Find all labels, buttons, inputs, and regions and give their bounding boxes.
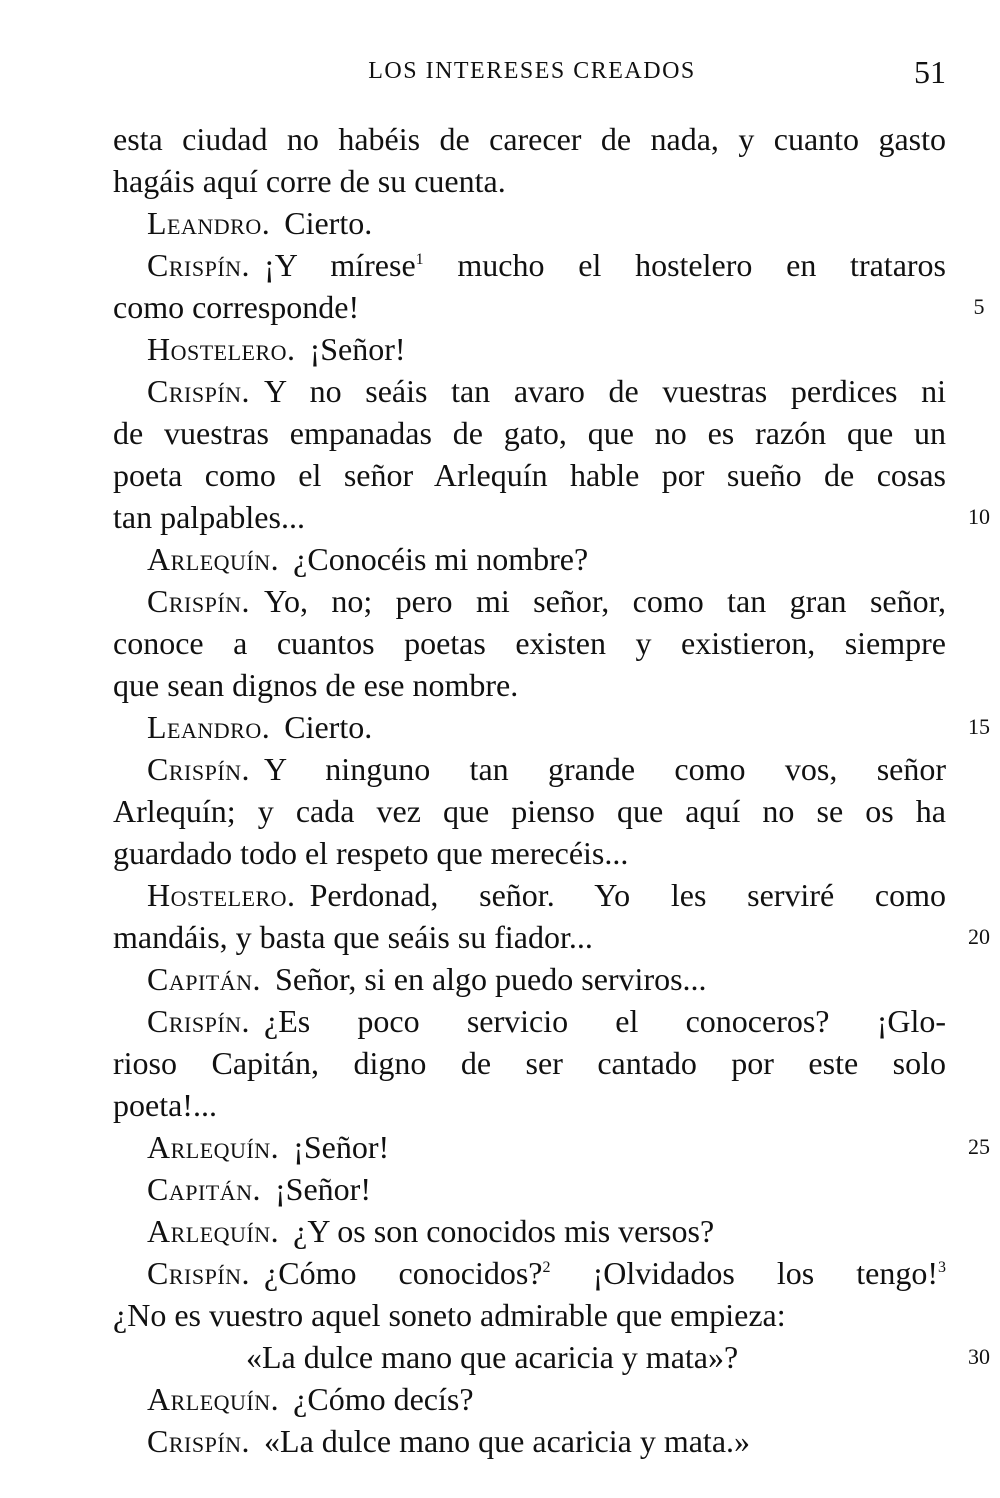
dialogue-line (113, 202, 946, 244)
text-line: poeta como el señor Arlequín hable por sueño de cosas (113, 457, 946, 493)
text-line (113, 286, 985, 328)
dialogue-line (113, 706, 990, 748)
text-line: ¿No es vuestro aquel soneto admirable que empieza: (113, 1297, 786, 1333)
line-number: 20 (968, 924, 990, 949)
speaker-name: Leandro. (147, 709, 271, 745)
text-span: como corresponde! (113, 289, 360, 325)
dialogue-line (113, 1126, 990, 1168)
dialogue-text: Yo, no; pero mi señor, como tan gran señor, (264, 583, 946, 619)
speaker-name: Arlequín. (147, 1129, 280, 1165)
verse-quote (113, 1336, 990, 1378)
line-number: 25 (968, 1134, 990, 1159)
dialogue-text: ¿Cómo decís? (293, 1381, 474, 1417)
dialogue-line (113, 748, 946, 790)
dialogue-text: Y ninguno tan grande como vos, señor (264, 751, 946, 787)
running-title: LOS INTERESES CREADOS (368, 58, 696, 84)
speaker-name: Leandro. (147, 205, 271, 241)
dialogue-line (113, 1210, 946, 1252)
line-number: 10 (968, 504, 990, 529)
speaker-name: Crispín. (147, 247, 251, 283)
speaker-name: Arlequín. (147, 1213, 280, 1249)
dialogue-line (113, 1252, 946, 1294)
footnote-ref: 1 (415, 251, 424, 268)
text-line: conoce a cuantos poetas existen y existieron, siempre (113, 625, 946, 661)
speaker-name: Hostelero. (147, 331, 296, 367)
speaker-name: Crispín. (147, 1255, 251, 1291)
dialogue-line (113, 1378, 946, 1420)
speaker-name: Arlequín. (147, 1381, 280, 1417)
dialogue-text: Cierto. (284, 709, 373, 745)
dialogue-text: Perdonad, señor. Yo les serviré como (309, 877, 946, 913)
dialogue-text: ¿Conocéis mi nombre? (293, 541, 589, 577)
dialogue-text: ¡Señor! (275, 1171, 371, 1207)
text-line: guardado todo el respeto que merecéis... (113, 835, 629, 871)
dialogue-line (113, 1168, 946, 1210)
dialogue-line (113, 538, 946, 580)
text-line: que sean dignos de ese nombre. (113, 667, 519, 703)
dialogue-line (113, 328, 946, 370)
line-number: 15 (968, 714, 990, 739)
speaker-name: Crispín. (147, 751, 251, 787)
text-span: tan palpables... (113, 499, 305, 535)
text-line: poeta!... (113, 1087, 217, 1123)
text-line: hagáis aquí corre de su cuenta. (113, 163, 506, 199)
speaker-name: Crispín. (147, 373, 251, 409)
dialogue-text: ¡Olvidados los tengo! (550, 1255, 939, 1291)
dialogue-text: ¡Señor! (309, 331, 406, 367)
dialogue-line (113, 370, 946, 412)
dialogue-line (113, 958, 946, 1000)
speaker-name: Capitán. (147, 961, 262, 997)
text-line (113, 496, 990, 538)
text-line: esta ciudad no habéis de carecer de nada, y cuanto gasto (113, 121, 946, 157)
line-number: 30 (968, 1344, 990, 1369)
speaker-name: Hostelero. (147, 877, 296, 913)
dialogue-line (113, 1420, 946, 1462)
dialogue-text: ¡Señor! (293, 1129, 390, 1165)
footnote-ref: 2 (542, 1259, 551, 1276)
footnote-ref: 3 (938, 1259, 947, 1276)
speaker-name: Arlequín. (147, 541, 280, 577)
text-span: mandáis, y basta que seáis su fiador... (113, 919, 593, 955)
dialogue-text: Cierto. (284, 205, 373, 241)
text-line (113, 916, 990, 958)
text-line: rioso Capitán, digno de ser cantado por este solo (113, 1045, 946, 1081)
dialogue-text: «La dulce mano que acaricia y mata.» (264, 1423, 751, 1459)
text-line: Arlequín; y cada vez que pienso que aquí no se os ha (113, 793, 946, 829)
dialogue-line (113, 244, 946, 286)
speaker-name: Crispín. (147, 1003, 251, 1039)
page-number: 51 (914, 54, 946, 90)
dialogue-text: Señor, si en algo puedo serviros... (275, 961, 707, 997)
dialogue-line (113, 874, 946, 916)
dialogue-text: ¿Es poco servicio el conoceros? ¡Glo- (264, 1003, 946, 1039)
text-line: de vuestras empanadas de gato, que no es razón que un (113, 415, 946, 451)
dialogue-text: ¿Y os son conocidos mis versos? (293, 1213, 715, 1249)
text-span: «La dulce mano que acaricia y mata»? (246, 1339, 739, 1375)
speaker-name: Capitán. (147, 1171, 262, 1207)
dialogue-line (113, 1000, 946, 1042)
dialogue-text: mucho el hostelero en trataros (423, 247, 947, 283)
speaker-name: Crispín. (147, 583, 251, 619)
dialogue-text: Y no seáis tan avaro de vuestras perdices ni (264, 373, 946, 409)
dialogue-text: ¡Y mírese (264, 247, 416, 283)
line-number: 5 (973, 294, 985, 319)
speaker-name: Crispín. (147, 1423, 251, 1459)
dialogue-text: ¿Cómo conocidos? (264, 1255, 543, 1291)
play-text (113, 118, 990, 1462)
dialogue-line (113, 580, 946, 622)
